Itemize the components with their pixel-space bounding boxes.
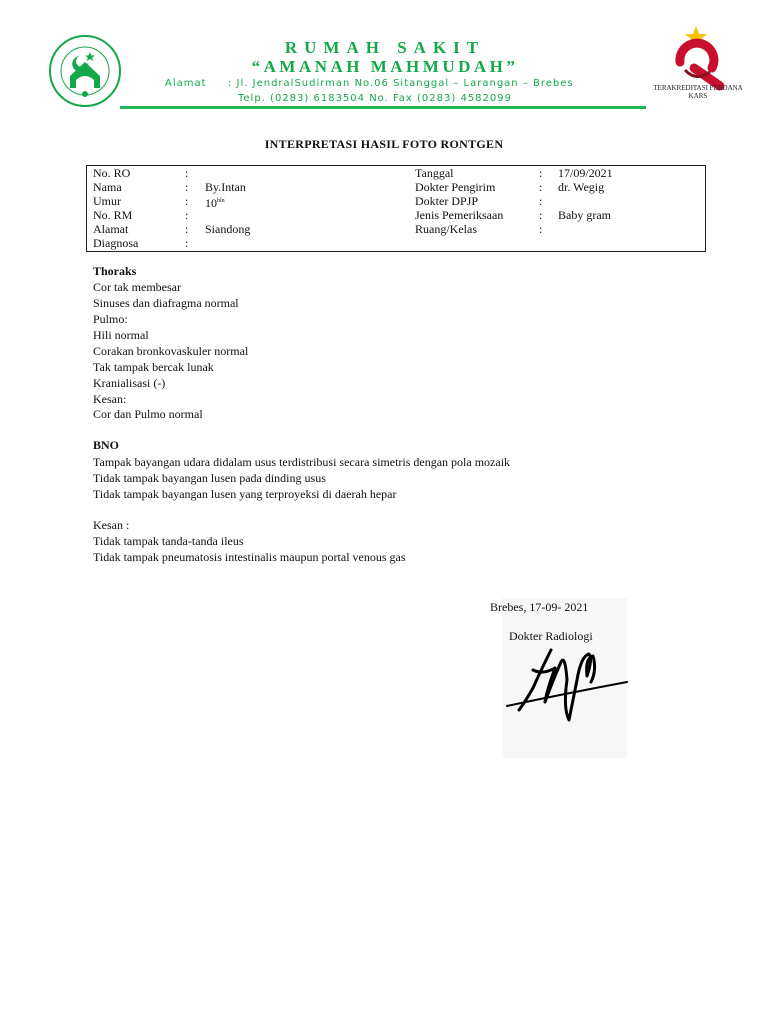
- thoraks-line: Tak tampak bercak lunak: [93, 360, 214, 374]
- info-label: Diagnosa: [93, 236, 139, 250]
- info-label: Alamat: [93, 222, 129, 236]
- info-label: Ruang/Kelas: [415, 222, 477, 236]
- info-colon: :: [539, 166, 543, 180]
- info-colon: :: [185, 194, 189, 208]
- hospital-name-line2: “AMANAH MAHMUDAH”: [251, 57, 519, 76]
- bno-line: Tidak tampak bayangan lusen pada dinding usus: [93, 471, 326, 485]
- info-label: Umur: [93, 194, 121, 208]
- info-colon: :: [539, 180, 543, 194]
- info-value: By.Intan: [205, 180, 246, 194]
- info-colon: :: [185, 222, 189, 236]
- age-value: 10: [205, 196, 217, 210]
- signature-place-date: Brebes, 17-09- 2021: [490, 600, 589, 614]
- thoraks-line: Kesan:: [93, 392, 127, 406]
- info-value: Siandong: [205, 222, 251, 236]
- thoraks-heading: Thoraks: [93, 264, 137, 278]
- info-colon: :: [539, 208, 543, 222]
- info-value: [205, 194, 225, 210]
- info-label: Dokter DPJP: [415, 194, 479, 208]
- phone-fax-line: Telp. (0283) 6183504 No. Fax (0283) 4582099: [238, 93, 512, 104]
- accreditation-text: TERAKREDITASI PERDANA KARS: [653, 84, 743, 100]
- info-colon: :: [185, 166, 189, 180]
- patient-info-box: [86, 165, 706, 252]
- info-label: Tanggal: [415, 166, 454, 180]
- hospital-name-line1: RUMAH SAKIT: [284, 38, 486, 57]
- header-divider: [120, 106, 646, 109]
- info-label: Dokter Pengirim: [415, 180, 496, 194]
- handwritten-signature: [503, 640, 628, 725]
- thoraks-line: Kranialisasi (-): [93, 376, 166, 390]
- thoraks-line: Cor dan Pulmo normal: [93, 407, 203, 421]
- document-title: INTERPRETASI HASIL FOTO RONTGEN: [264, 137, 504, 151]
- info-colon: :: [185, 236, 189, 250]
- thoraks-line: Pulmo:: [93, 312, 128, 326]
- bno-kesan-label: Kesan :: [93, 518, 130, 532]
- info-colon: :: [185, 208, 189, 222]
- bno-kesan-line: Tidak tampak tanda-tanda ileus: [93, 534, 244, 548]
- info-label: No. RM: [93, 208, 133, 222]
- address-label: Alamat: [165, 78, 207, 89]
- thoraks-line: Cor tak membesar: [93, 280, 181, 294]
- info-colon: :: [539, 222, 543, 236]
- thoraks-line: Corakan bronkovaskuler normal: [93, 344, 249, 358]
- thoraks-line: Sinuses dan diafragma normal: [93, 296, 239, 310]
- info-value: dr. Wegig: [558, 180, 605, 194]
- info-value: Baby gram: [558, 208, 611, 222]
- info-label: Nama: [93, 180, 122, 194]
- info-colon: :: [539, 194, 543, 208]
- bno-heading: BNO: [93, 438, 120, 452]
- bno-kesan-line: Tidak tampak pneumatosis intestinalis maupun portal venous gas: [93, 550, 406, 564]
- age-unit: bln: [217, 198, 225, 204]
- bno-line: Tidak tampak bayangan lusen yang terproyeksi di daerah hepar: [93, 487, 397, 501]
- info-label: No. RO: [93, 166, 131, 180]
- address-text: : Jl. JendralSudirman No.06 Sitanggal – Larangan – Brebes: [228, 78, 574, 89]
- hospital-logo: [48, 34, 122, 108]
- info-label: Jenis Pemeriksaan: [415, 208, 504, 222]
- info-value: 17/09/2021: [558, 166, 613, 180]
- bno-line: Tampak bayangan udara didalam usus terdistribusi secara simetris dengan pola mozaik: [93, 455, 511, 469]
- signature-role: Dokter Radiologi: [509, 629, 593, 643]
- info-colon: :: [185, 180, 189, 194]
- thoraks-line: Hili normal: [93, 328, 149, 342]
